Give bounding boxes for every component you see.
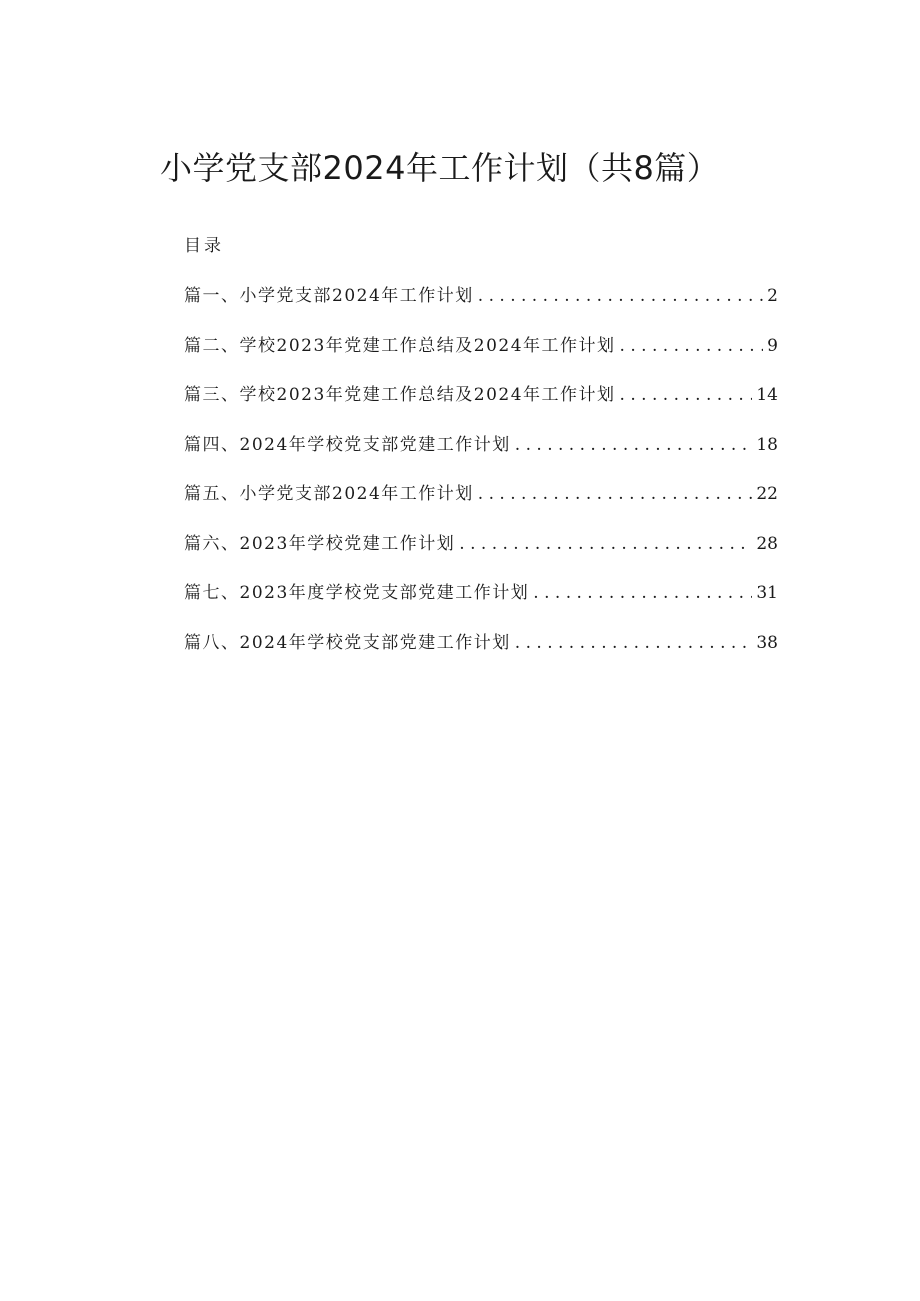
toc-page-number: 28 <box>756 533 778 554</box>
toc-entry[interactable] <box>184 433 778 483</box>
toc-entry[interactable] <box>184 383 778 433</box>
toc-dot-leader <box>620 334 764 358</box>
toc-entry-label: 篇二、学校2023年党建工作总结及2024年工作计划 <box>184 335 616 356</box>
toc-entry-label: 篇六、2023年学校党建工作计划 <box>184 533 456 554</box>
toc-entry[interactable] <box>184 581 778 631</box>
toc-dot-leader <box>459 532 752 556</box>
toc-entry-label: 篇四、2024年学校党支部党建工作计划 <box>184 434 511 455</box>
toc-entry-label: 篇七、2023年度学校党支部党建工作计划 <box>184 583 530 603</box>
table-of-contents <box>184 284 778 680</box>
toc-page-number: 2 <box>767 286 778 306</box>
toc-dot-leader <box>515 631 753 655</box>
toc-entry-label: 篇五、小学党支部2024年工作计划 <box>184 484 474 504</box>
toc-dot-leader <box>533 581 752 605</box>
toc-page-number: 14 <box>756 385 778 405</box>
toc-page-number: 9 <box>767 335 778 356</box>
toc-entry-label: 篇三、学校2023年党建工作总结及2024年工作计划 <box>184 385 616 405</box>
toc-page-number: 38 <box>756 632 778 653</box>
toc-entry-label: 篇一、小学党支部2024年工作计划 <box>184 286 474 306</box>
toc-page-number: 22 <box>756 484 778 504</box>
toc-entry[interactable] <box>184 532 778 582</box>
toc-entry[interactable] <box>184 482 778 532</box>
toc-entry[interactable] <box>184 284 778 334</box>
document-title: 小学党支部2024年工作计划（共8篇） <box>160 149 720 187</box>
toc-entry[interactable] <box>184 334 778 384</box>
toc-dot-leader <box>478 284 763 308</box>
toc-heading: 目录 <box>184 236 224 256</box>
toc-entry-label: 篇八、2024年学校党支部党建工作计划 <box>184 632 511 653</box>
toc-dot-leader <box>478 482 753 506</box>
toc-dot-leader <box>515 433 753 457</box>
toc-page-number: 18 <box>756 434 778 455</box>
toc-page-number: 31 <box>756 583 778 603</box>
toc-dot-leader <box>620 383 753 407</box>
toc-entry[interactable] <box>184 631 778 681</box>
